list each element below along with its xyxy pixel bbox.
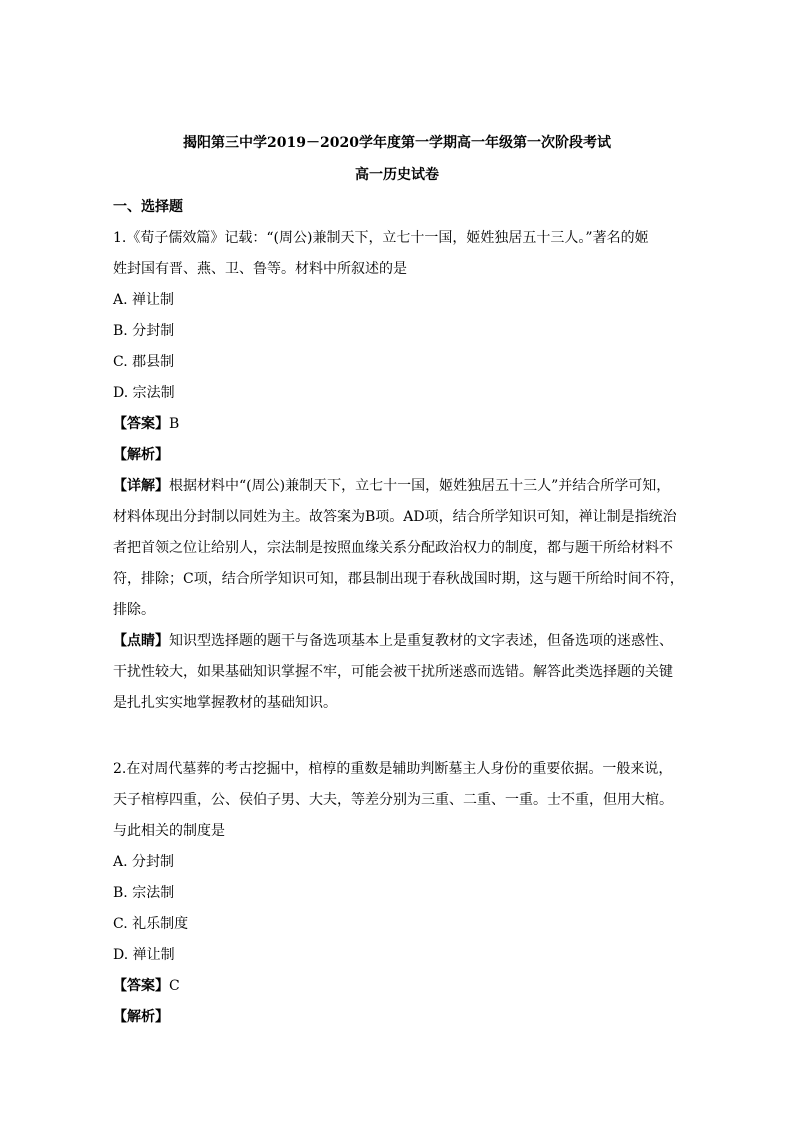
q1-tip-line bbox=[113, 631, 673, 651]
answer-value: B bbox=[169, 416, 180, 432]
detail-tag: 【详解】 bbox=[113, 478, 169, 494]
q2-option-c: C. 礼乐制度 bbox=[113, 916, 189, 932]
exam-subtitle: 高一历史试卷 bbox=[355, 167, 439, 183]
q1-analysis-tag: 【解析】 bbox=[113, 447, 169, 463]
section-heading: 一、选择题 bbox=[113, 199, 183, 215]
q2-answer bbox=[113, 976, 180, 996]
q2-stem-line: 2.在对周代墓葬的考古挖掘中，棺椁的重数是辅助判断墓主人身份的重要依据。一般来说， bbox=[113, 761, 673, 777]
detail-text: 根据材料中“(周公)兼制天下，立七十一国，姬姓独居五十三人”并结合所学可知， bbox=[169, 478, 671, 494]
answer-tag: 【答案】 bbox=[113, 978, 169, 994]
q1-option-d: D. 宗法制 bbox=[113, 385, 175, 401]
q1-answer bbox=[113, 414, 179, 434]
answer-tag: 【答案】 bbox=[113, 416, 169, 432]
q1-option-b: B. 分封制 bbox=[113, 323, 175, 339]
q1-tip-line: 是扎扎实实地掌握教材的基础知识。 bbox=[113, 695, 337, 711]
q1-detail-line: 符，排除；C项，结合所学知识可知，郡县制出现于春秋战国时期，这与题干所给时间不符， bbox=[113, 571, 684, 587]
answer-value: C bbox=[169, 978, 180, 994]
tip-text: 知识型选择题的题干与备选项基本上是重复教材的文字表述，但备选项的迷惑性、 bbox=[169, 633, 673, 649]
q1-detail-line: 材料体现出分封制以同姓为主。故答案为B项。AD项，结合所学知识可知，禅让制是指统治 bbox=[113, 509, 677, 525]
q1-detail-line: 排除。 bbox=[113, 602, 155, 618]
q1-stem-line: 1.《荀子儒效篇》记载：“(周公)兼制天下，立七十一国，姬姓独居五十三人。”著名的姬 bbox=[113, 230, 649, 246]
q1-detail-line bbox=[113, 476, 670, 496]
q2-option-b: B. 宗法制 bbox=[113, 885, 175, 901]
q2-option-a: A. 分封制 bbox=[113, 854, 175, 870]
q1-tip-line: 干扰性较大，如果基础知识掌握不牢，可能会被干扰所迷惑而选错。解答此类选择题的关键 bbox=[113, 664, 673, 680]
tip-tag: 【点睛】 bbox=[113, 633, 169, 649]
q2-stem-line: 天子棺椁四重，公、侯伯子男、大夫，等差分别为三重、二重、一重。士不重，但用大棺。 bbox=[113, 792, 673, 808]
exam-title: 揭阳第三中学2019－2020学年度第一学期高一年级第一次阶段考试 bbox=[183, 135, 611, 151]
q2-analysis-tag: 【解析】 bbox=[113, 1009, 169, 1025]
q1-option-c: C. 郡县制 bbox=[113, 354, 175, 370]
q2-stem-line: 与此相关的制度是 bbox=[113, 823, 225, 839]
q1-option-a: A. 禅让制 bbox=[113, 292, 175, 308]
q1-stem-line: 姓封国有晋、燕、卫、鲁等。材料中所叙述的是 bbox=[113, 261, 407, 277]
q1-detail-line: 者把首领之位让给别人，宗法制是按照血缘关系分配政治权力的制度，都与题干所给材料不 bbox=[113, 540, 673, 556]
q2-option-d: D. 禅让制 bbox=[113, 947, 175, 963]
